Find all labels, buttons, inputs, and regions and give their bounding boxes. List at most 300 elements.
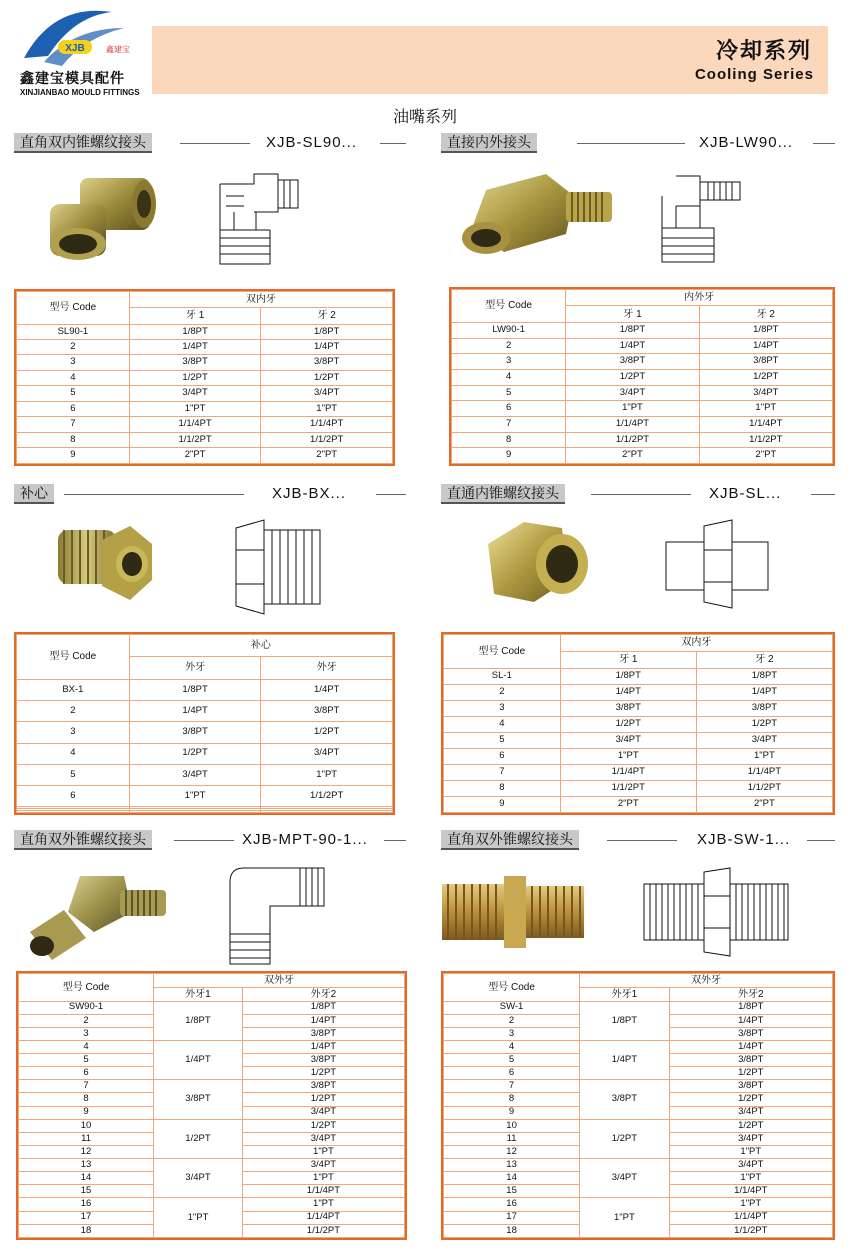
section-label: 直角双外锥螺纹接头	[14, 830, 152, 850]
thread-1-cell: 1"PT	[129, 786, 261, 807]
thread-2-cell: 1/4PT	[261, 679, 393, 700]
table-row	[452, 354, 833, 370]
model-code-cell: 2	[19, 1014, 154, 1027]
table-row	[444, 1040, 833, 1053]
table-row	[444, 716, 833, 732]
thread-2-cell: 1/4PT	[699, 338, 832, 354]
model-code-cell: 7	[452, 416, 566, 432]
divider	[174, 840, 234, 841]
thread-2-cell	[261, 811, 393, 813]
model-code-cell: 9	[444, 796, 561, 812]
model-code-cell: 18	[19, 1224, 154, 1237]
model-code-cell: 8	[452, 432, 566, 448]
table-row	[17, 324, 393, 339]
male-thread-2-cell: 1"PT	[669, 1172, 832, 1185]
model-code-cell: 4	[444, 1040, 580, 1053]
model-code-cell: 9	[452, 448, 566, 464]
thread-2-cell: 1/8PT	[696, 668, 832, 684]
model-code-cell: 3	[17, 355, 130, 370]
male-thread-2-cell: 1/4PT	[242, 1040, 404, 1053]
model-code-cell: 4	[444, 716, 561, 732]
thread-1-cell: 3/8PT	[129, 722, 261, 743]
table-row	[17, 448, 393, 464]
model-code-cell	[17, 811, 130, 813]
page-title: 油嘴系列	[392, 107, 457, 126]
male-thread-2-cell: 3/8PT	[242, 1027, 404, 1040]
hex-nipple-drawing	[642, 864, 792, 960]
thread-1-cell: 1/1/2PT	[560, 780, 696, 796]
table-row	[17, 339, 393, 354]
model-code-cell: 16	[19, 1198, 154, 1211]
section-code: XJB-SL...	[709, 485, 782, 502]
thread-1-cell: 1/4PT	[129, 700, 261, 721]
group-column-header: 双内牙	[560, 635, 832, 652]
code-column-header: 型号 Code	[444, 635, 561, 669]
spec-table-bx	[14, 632, 395, 815]
thread-2-cell: 1"PT	[696, 748, 832, 764]
table-row	[19, 1159, 405, 1172]
male-thread-1-cell: 3/8PT	[580, 1080, 669, 1119]
thread-2-cell: 1/1/4PT	[699, 416, 832, 432]
male-thread-1-cell: 1/4PT	[580, 1040, 669, 1079]
table-row	[17, 679, 393, 700]
male-female-elbow-drawing	[656, 166, 746, 270]
model-code-cell: 5	[444, 732, 561, 748]
male-thread-2-cell: 3/4PT	[242, 1159, 404, 1172]
table-row	[17, 743, 393, 764]
model-code-cell: 6	[17, 401, 130, 416]
thread-2-header: 牙 2	[699, 306, 832, 322]
model-code-cell: 5	[17, 386, 130, 401]
model-code-cell: 3	[19, 1027, 154, 1040]
table-row	[444, 684, 833, 700]
thread-1-cell: 1/8PT	[129, 679, 261, 700]
model-code-cell: 17	[19, 1211, 154, 1224]
thread-2-cell: 3/8PT	[699, 354, 832, 370]
thread-2-cell: 1/8PT	[699, 322, 832, 338]
thread-2-cell: 1/2PT	[699, 369, 832, 385]
divider	[813, 143, 835, 144]
male-thread-2-cell: 3/8PT	[242, 1054, 404, 1067]
code-column-header: 型号 Code	[19, 974, 154, 1002]
elbow-fitting-drawing	[214, 166, 304, 272]
table-row	[17, 811, 393, 813]
table-row	[17, 386, 393, 401]
thread-2-cell: 1/2PT	[696, 716, 832, 732]
model-code-cell: 6	[19, 1067, 154, 1080]
thread-2-cell: 1/4PT	[696, 684, 832, 700]
thread-1-header: 牙 1	[129, 308, 261, 324]
table-row	[17, 700, 393, 721]
section-code: XJB-MPT-90-1...	[242, 831, 368, 848]
model-code-cell: 2	[444, 1014, 580, 1027]
male-thread-2-cell: 1"PT	[669, 1145, 832, 1158]
male-thread-2-cell: 1/2PT	[669, 1119, 832, 1132]
section-label: 直接内外接头	[441, 133, 537, 153]
model-code-cell: 17	[444, 1211, 580, 1224]
thread-2-cell: 1/4PT	[261, 339, 393, 354]
model-code-cell: 12	[19, 1145, 154, 1158]
elbow-fitting-photo	[44, 170, 162, 262]
thread-1-cell: 1/8PT	[566, 322, 699, 338]
male-thread-2-cell: 3/8PT	[669, 1027, 832, 1040]
model-code-cell: 12	[444, 1145, 580, 1158]
male-thread-2-header: 外牙2	[242, 987, 404, 1001]
section-label: 补心	[14, 484, 54, 504]
thread-1-cell: 2"PT	[560, 796, 696, 812]
thread-2-cell: 1/1/4PT	[696, 764, 832, 780]
model-code-cell: 6	[452, 401, 566, 417]
section-heading-sw	[441, 830, 835, 850]
model-code-cell: 9	[17, 448, 130, 464]
model-code-cell: 7	[19, 1080, 154, 1093]
coupling-photo	[484, 514, 594, 608]
male-thread-2-cell: 1/2PT	[242, 1067, 404, 1080]
model-code-cell: SW90-1	[19, 1001, 154, 1014]
thread-2-cell: 1/2PT	[261, 370, 393, 385]
thread-2-cell: 3/4PT	[261, 386, 393, 401]
model-code-cell: 10	[444, 1119, 580, 1132]
thread-2-cell: 1"PT	[261, 764, 393, 785]
thread-2-cell: 1/1/2PT	[261, 786, 393, 807]
thread-1-cell: 1/4PT	[129, 339, 261, 354]
male-female-elbow-photo	[456, 168, 618, 260]
model-code-cell: 7	[444, 764, 561, 780]
group-column-header: 双内牙	[129, 292, 392, 308]
logo-mark: XJB	[65, 43, 85, 54]
thread-2-cell: 1/1/4PT	[261, 417, 393, 432]
section-heading-mpt90	[14, 830, 406, 850]
model-code-cell: 18	[444, 1224, 580, 1237]
table-row	[452, 401, 833, 417]
spec-table-sl	[441, 632, 835, 815]
male-thread-2-cell: 1/1/2PT	[242, 1224, 404, 1237]
thread-1-cell: 3/4PT	[129, 764, 261, 785]
table-row	[444, 748, 833, 764]
thread-1-cell: 3/8PT	[560, 700, 696, 716]
group-column-header: 补心	[129, 635, 392, 657]
thread-1-cell: 1/1/2PT	[566, 432, 699, 448]
code-column-header: 型号 Code	[452, 290, 566, 323]
male-thread-2-cell: 1/4PT	[242, 1014, 404, 1027]
model-code-cell: 14	[19, 1172, 154, 1185]
thread-1-cell: 1"PT	[566, 401, 699, 417]
model-code-cell: 2	[17, 339, 130, 354]
model-code-cell: 7	[17, 417, 130, 432]
table-row	[17, 764, 393, 785]
thread-1-cell: 1/2PT	[566, 369, 699, 385]
table-header-row	[19, 974, 405, 988]
thread-1-header: 外牙	[129, 657, 261, 679]
thread-2-cell: 3/4PT	[696, 732, 832, 748]
model-code-cell: 6	[17, 786, 130, 807]
model-code-cell: 3	[17, 722, 130, 743]
male-thread-1-cell: 3/4PT	[154, 1159, 243, 1198]
table-row	[17, 401, 393, 416]
table-row	[444, 1159, 833, 1172]
divider	[807, 840, 835, 841]
thread-1-cell: 1/8PT	[560, 668, 696, 684]
table-row	[444, 668, 833, 684]
table-row	[444, 1119, 833, 1132]
table-header-row	[452, 290, 833, 306]
coupling-drawing	[662, 516, 772, 612]
model-code-cell: 7	[444, 1080, 580, 1093]
male-elbow-photo	[24, 872, 172, 962]
thread-1-cell: 1/4PT	[560, 684, 696, 700]
thread-2-cell: 2"PT	[699, 448, 832, 464]
male-thread-2-cell: 1"PT	[242, 1145, 404, 1158]
male-thread-1-cell: 1/8PT	[580, 1001, 669, 1040]
thread-2-cell: 1"PT	[261, 401, 393, 416]
thread-1-cell: 2"PT	[129, 448, 261, 464]
male-thread-2-cell: 1/1/4PT	[669, 1185, 832, 1198]
table-row	[17, 370, 393, 385]
male-thread-1-cell: 1/2PT	[154, 1119, 243, 1158]
series-title-cn: 冷却系列	[715, 39, 812, 64]
bushing-photo	[52, 516, 156, 610]
male-thread-1-header: 外牙1	[154, 987, 243, 1001]
table-row	[444, 1001, 833, 1014]
table-row	[444, 780, 833, 796]
thread-1-cell: 1/2PT	[129, 370, 261, 385]
model-code-cell: 5	[452, 385, 566, 401]
model-code-cell: 8	[444, 1093, 580, 1106]
table-row	[444, 732, 833, 748]
model-code-cell: 15	[444, 1185, 580, 1198]
table-row	[452, 432, 833, 448]
model-code-cell: 6	[444, 1067, 580, 1080]
thread-1-cell: 1/2PT	[560, 716, 696, 732]
model-code-cell: 13	[444, 1159, 580, 1172]
male-thread-1-cell: 1/2PT	[580, 1119, 669, 1158]
model-code-cell: 8	[444, 780, 561, 796]
table-row	[452, 338, 833, 354]
company-logo	[14, 8, 154, 98]
hex-nipple-photo	[440, 872, 588, 956]
male-thread-1-cell: 1/4PT	[154, 1040, 243, 1079]
male-thread-2-cell: 1/2PT	[669, 1067, 832, 1080]
male-thread-1-cell: 1/8PT	[154, 1001, 243, 1040]
table-row	[19, 1119, 405, 1132]
male-thread-2-cell: 1"PT	[669, 1198, 832, 1211]
thread-1-cell: 1/1/4PT	[129, 417, 261, 432]
model-code-cell: 4	[19, 1040, 154, 1053]
male-thread-2-cell: 1/4PT	[669, 1014, 832, 1027]
thread-1-cell: 1"PT	[560, 748, 696, 764]
section-code: XJB-SL90...	[266, 134, 358, 151]
male-thread-2-cell: 1/1/4PT	[242, 1185, 404, 1198]
male-thread-2-cell: 3/8PT	[669, 1080, 832, 1093]
table-row	[19, 1040, 405, 1053]
thread-2-cell: 1/1/2PT	[699, 432, 832, 448]
model-code-cell: 2	[444, 684, 561, 700]
male-thread-2-cell: 1/1/4PT	[242, 1211, 404, 1224]
male-thread-2-cell: 3/8PT	[669, 1054, 832, 1067]
male-thread-1-cell: 1"PT	[154, 1198, 243, 1238]
section-label: 直通内锥螺纹接头	[441, 484, 565, 504]
thread-1-header: 牙 1	[560, 651, 696, 668]
thread-2-cell: 2"PT	[696, 796, 832, 812]
male-thread-2-cell: 3/4PT	[669, 1132, 832, 1145]
model-code-cell: 3	[444, 700, 561, 716]
code-column-header: 型号 Code	[17, 292, 130, 325]
model-code-cell: 3	[452, 354, 566, 370]
thread-1-cell: 3/4PT	[129, 386, 261, 401]
thread-1-header: 牙 1	[566, 306, 699, 322]
section-code: XJB-LW90...	[699, 134, 794, 151]
thread-1-cell	[129, 811, 261, 813]
model-code-cell: 4	[17, 370, 130, 385]
table-row	[444, 1198, 833, 1211]
model-code-cell: 16	[444, 1198, 580, 1211]
thread-2-cell: 3/4PT	[699, 385, 832, 401]
thread-2-cell: 1/8PT	[261, 324, 393, 339]
thread-1-cell: 3/8PT	[129, 355, 261, 370]
male-elbow-drawing	[222, 862, 328, 968]
code-column-header: 型号 Code	[444, 974, 580, 1002]
male-thread-2-cell: 1/8PT	[669, 1001, 832, 1014]
divider	[591, 494, 691, 495]
male-thread-2-cell: 1/1/2PT	[669, 1224, 832, 1237]
table-header-row	[17, 292, 393, 308]
logo-swoosh-icon	[14, 8, 134, 68]
model-code-cell: 8	[17, 432, 130, 447]
male-thread-2-cell: 3/4PT	[242, 1132, 404, 1145]
model-code-cell: 5	[17, 764, 130, 785]
company-name-cn: 鑫建宝模具配件	[20, 71, 125, 87]
series-banner	[152, 26, 828, 94]
model-code-cell: SW-1	[444, 1001, 580, 1014]
model-code-cell: 8	[19, 1093, 154, 1106]
thread-2-cell: 1/1/2PT	[696, 780, 832, 796]
spec-table-lw90	[449, 287, 835, 466]
table-row	[444, 796, 833, 812]
thread-2-cell: 1/2PT	[261, 722, 393, 743]
section-label: 直角双内锥螺纹接头	[14, 133, 152, 153]
model-code-cell: 9	[19, 1106, 154, 1119]
thread-1-cell: 1/8PT	[129, 324, 261, 339]
spec-table-mpt90	[16, 971, 407, 1240]
table-row	[452, 416, 833, 432]
table-header-row	[444, 635, 833, 652]
table-row	[452, 322, 833, 338]
thread-1-cell: 3/4PT	[566, 385, 699, 401]
model-code-cell: 9	[444, 1106, 580, 1119]
table-row	[444, 700, 833, 716]
table-header-row	[444, 974, 833, 988]
thread-2-cell: 2"PT	[261, 448, 393, 464]
logo-tag: 鑫建宝	[106, 45, 130, 54]
table-header-row	[17, 635, 393, 657]
divider	[607, 840, 677, 841]
model-code-cell: BX-1	[17, 679, 130, 700]
bushing-drawing	[228, 516, 328, 618]
thread-1-cell: 1/1/4PT	[560, 764, 696, 780]
company-name-en: XINJIANBAO MOULD FITTINGS	[20, 88, 140, 97]
section-heading-sl	[441, 484, 835, 504]
male-thread-1-cell: 3/8PT	[154, 1080, 243, 1119]
section-heading-sl90	[14, 133, 406, 153]
thread-2-cell: 3/8PT	[261, 700, 393, 721]
male-thread-2-cell: 1/2PT	[242, 1119, 404, 1132]
table-row	[17, 355, 393, 370]
model-code-cell: 6	[444, 748, 561, 764]
male-thread-2-cell: 3/4PT	[669, 1106, 832, 1119]
male-thread-2-cell: 1/8PT	[242, 1001, 404, 1014]
male-thread-2-cell: 1/4PT	[669, 1040, 832, 1053]
divider	[180, 143, 250, 144]
male-thread-1-cell: 1"PT	[580, 1198, 669, 1238]
table-row	[17, 722, 393, 743]
thread-2-cell: 3/4PT	[261, 743, 393, 764]
model-code-cell: LW90-1	[452, 322, 566, 338]
model-code-cell: 11	[19, 1132, 154, 1145]
thread-1-cell: 3/4PT	[560, 732, 696, 748]
table-row	[452, 369, 833, 385]
male-thread-2-cell: 3/8PT	[242, 1080, 404, 1093]
code-column-header: 型号 Code	[17, 635, 130, 680]
thread-1-cell: 1/4PT	[566, 338, 699, 354]
thread-1-cell: 2"PT	[566, 448, 699, 464]
model-code-cell: 10	[19, 1119, 154, 1132]
thread-1-cell: 1/1/2PT	[129, 432, 261, 447]
thread-2-cell: 3/8PT	[696, 700, 832, 716]
male-thread-1-cell: 3/4PT	[580, 1159, 669, 1198]
male-thread-2-header: 外牙2	[669, 987, 832, 1001]
thread-1-cell: 1/1/4PT	[566, 416, 699, 432]
thread-1-cell: 1/2PT	[129, 743, 261, 764]
thread-2-cell: 1/1/2PT	[261, 432, 393, 447]
model-code-cell: 5	[19, 1054, 154, 1067]
spec-table-sw	[441, 971, 835, 1240]
group-column-header: 双外牙	[154, 974, 405, 988]
model-code-cell: 5	[444, 1054, 580, 1067]
table-row	[17, 432, 393, 447]
divider	[811, 494, 835, 495]
table-row	[444, 764, 833, 780]
table-row	[17, 417, 393, 432]
model-code-cell: 3	[444, 1027, 580, 1040]
model-code-cell: SL-1	[444, 668, 561, 684]
table-row	[452, 448, 833, 464]
male-thread-2-cell: 3/4PT	[669, 1159, 832, 1172]
divider	[380, 143, 406, 144]
series-title-en: Cooling Series	[694, 66, 814, 83]
male-thread-2-cell: 1/2PT	[669, 1093, 832, 1106]
divider	[384, 840, 406, 841]
section-heading-lw90	[441, 133, 835, 153]
section-heading-bx	[14, 484, 406, 504]
thread-2-header: 牙 2	[261, 308, 393, 324]
group-column-header: 双外牙	[580, 974, 833, 988]
table-row	[19, 1198, 405, 1211]
model-code-cell: 2	[17, 700, 130, 721]
male-thread-2-cell: 1/2PT	[242, 1093, 404, 1106]
male-thread-1-header: 外牙1	[580, 987, 669, 1001]
thread-2-header: 外牙	[261, 657, 393, 679]
divider	[376, 494, 406, 495]
table-row	[452, 385, 833, 401]
section-code: XJB-BX...	[272, 485, 347, 502]
thread-1-cell: 3/8PT	[566, 354, 699, 370]
table-row	[17, 786, 393, 807]
thread-2-cell: 1"PT	[699, 401, 832, 417]
male-thread-2-cell: 1"PT	[242, 1172, 404, 1185]
model-code-cell: 2	[452, 338, 566, 354]
male-thread-2-cell: 1"PT	[242, 1198, 404, 1211]
model-code-cell: 4	[452, 369, 566, 385]
